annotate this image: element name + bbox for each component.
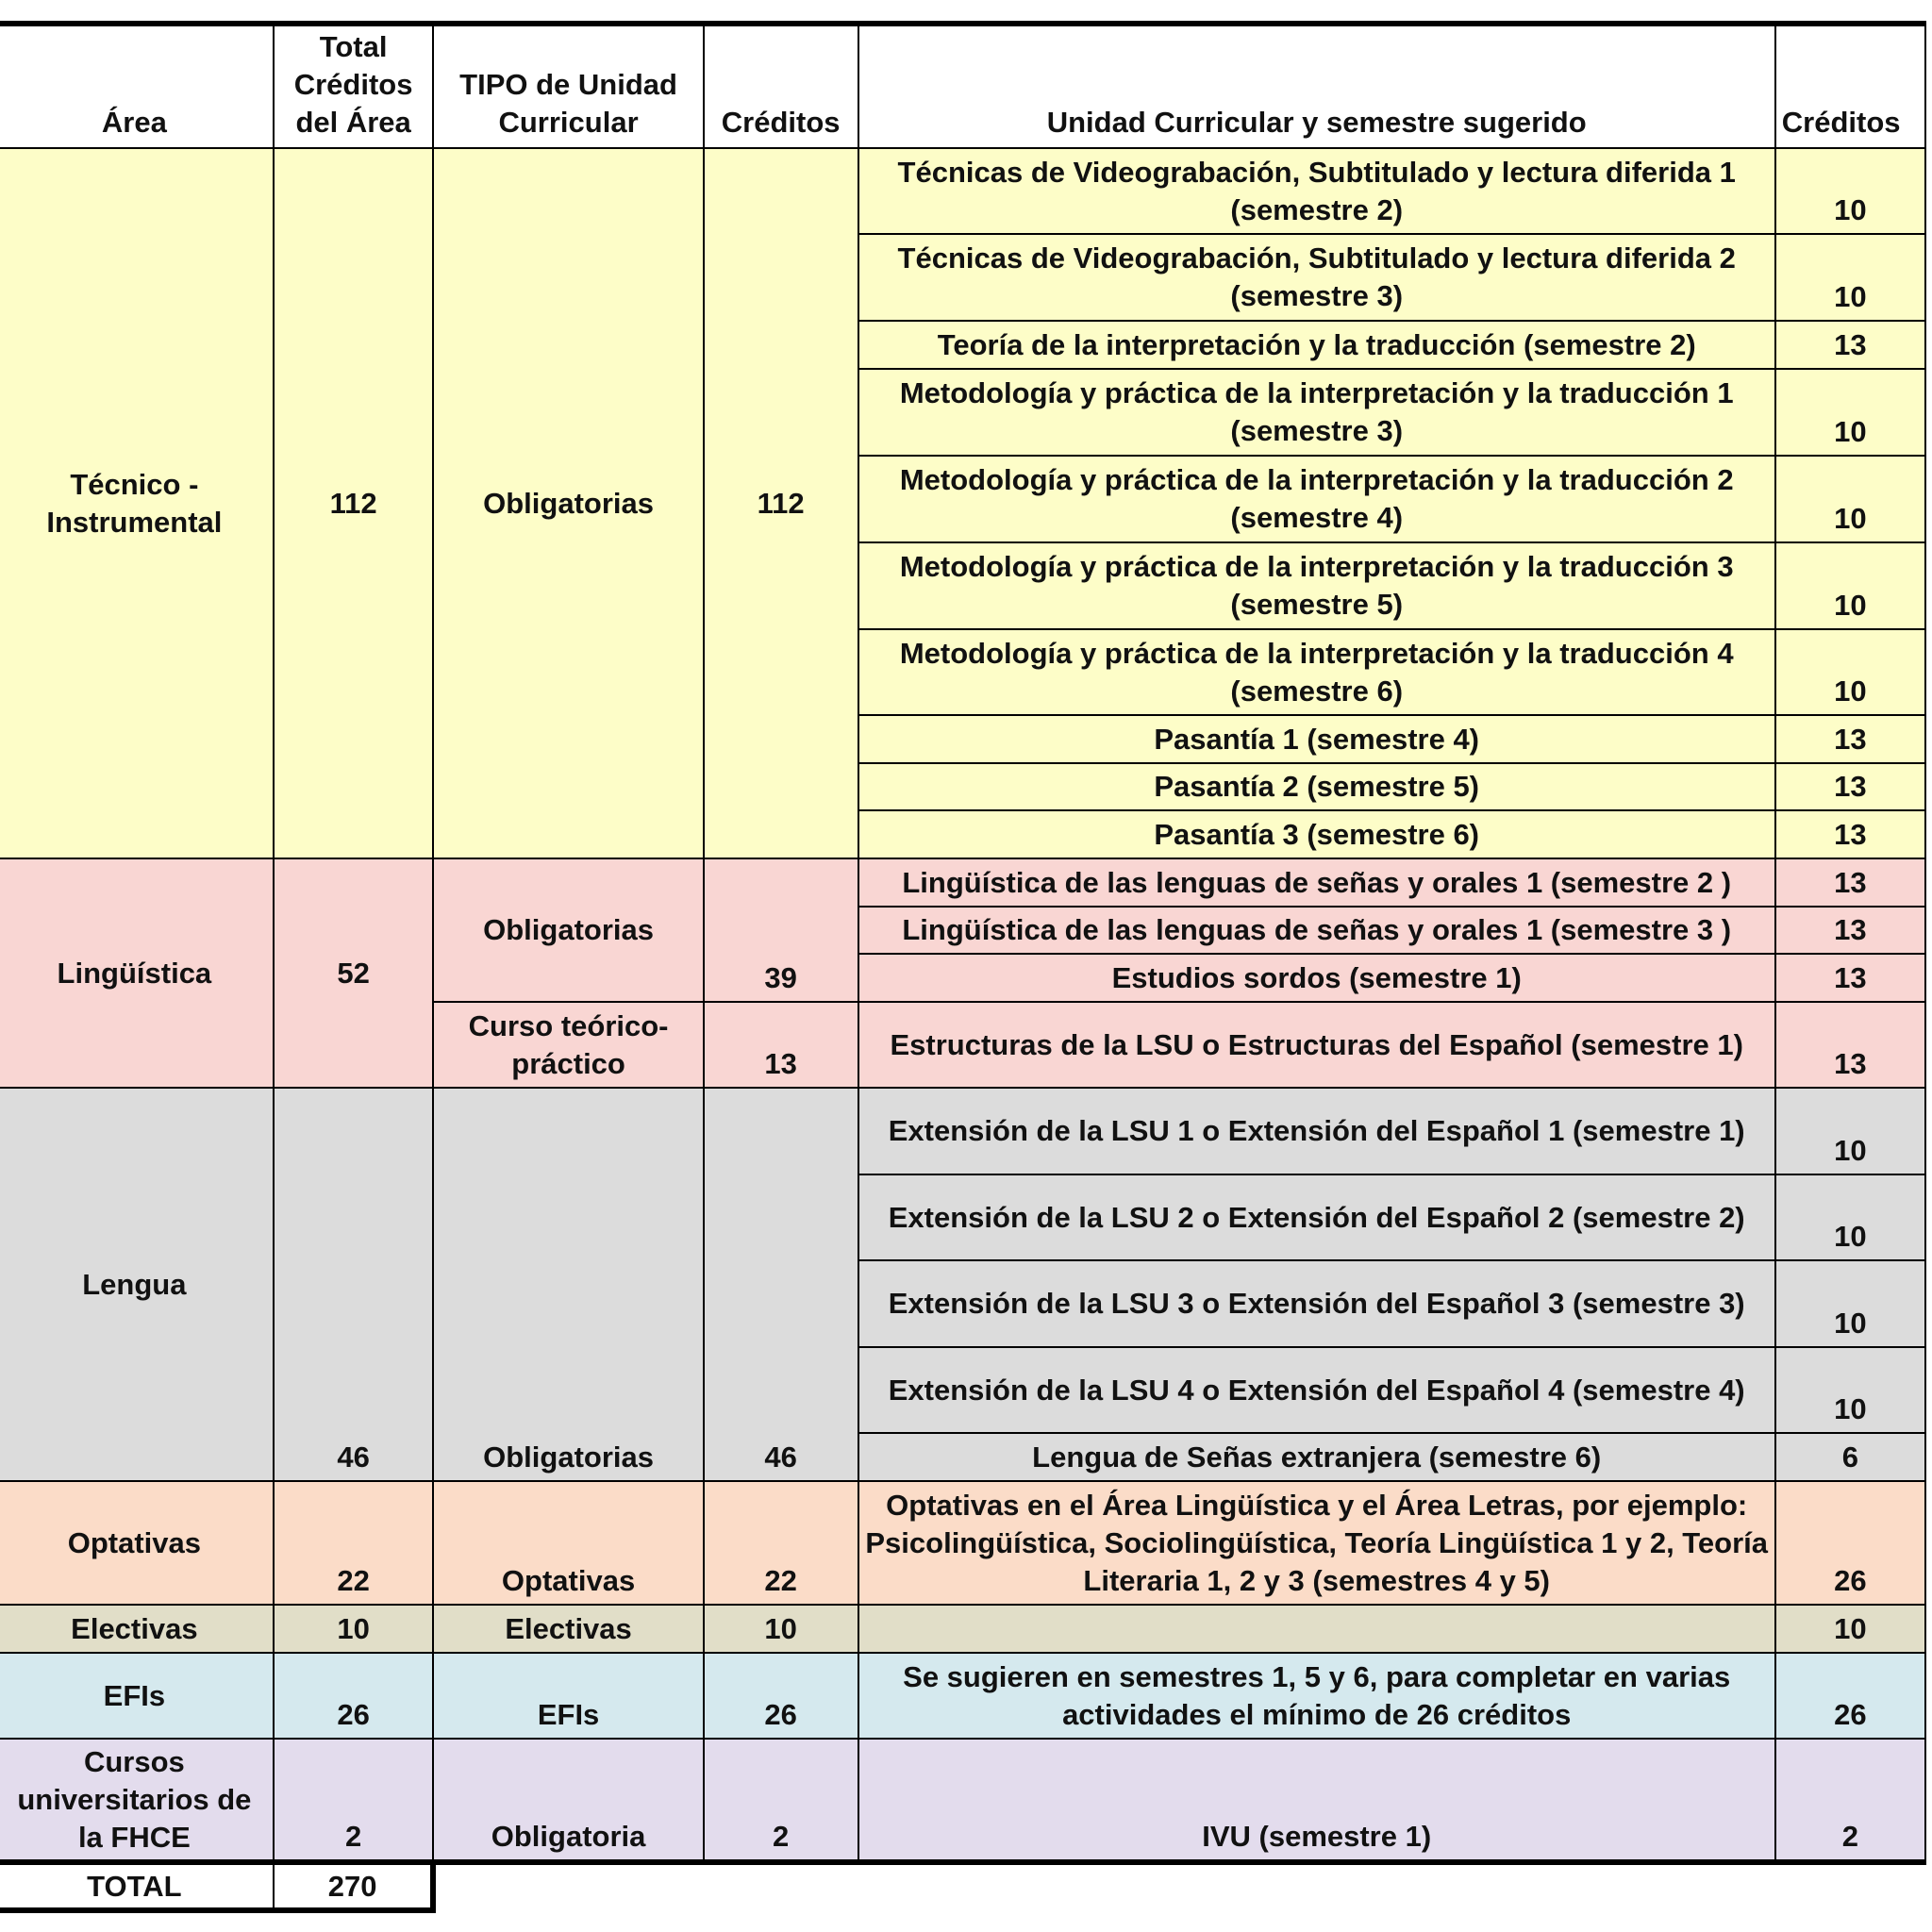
uc-tecnico-8: Pasantía 1 (semestre 4) bbox=[858, 715, 1775, 763]
total-value: 270 bbox=[274, 1862, 434, 1910]
header-unidad-curricular: Unidad Curricular y semestre sugerido bbox=[858, 24, 1775, 148]
creditos-efis: 26 bbox=[704, 1653, 858, 1739]
uc-lengua-3: Extensión de la LSU 3 o Extensión del Español 3 (semestre 3) bbox=[858, 1260, 1775, 1347]
cr-tecnico-5: 10 bbox=[1775, 456, 1925, 542]
cr-tecnico-4: 10 bbox=[1775, 369, 1925, 456]
total-linguistica: 52 bbox=[274, 858, 434, 1088]
cr-electivas: 10 bbox=[1775, 1605, 1925, 1653]
cr-lengua-4: 10 bbox=[1775, 1347, 1925, 1433]
cr-tecnico-2: 10 bbox=[1775, 234, 1925, 321]
uc-tecnico-7: Metodología y práctica de la interpretación y la traducción 4 (semestre 6) bbox=[858, 629, 1775, 715]
cr-lengua-2: 10 bbox=[1775, 1174, 1925, 1260]
tipo-electivas: Electivas bbox=[433, 1605, 703, 1653]
header-creditos-uc: Créditos bbox=[1775, 24, 1925, 148]
uc-cursos-fhce: IVU (semestre 1) bbox=[858, 1739, 1775, 1862]
uc-tecnico-2: Técnicas de Videograbación, Subtitulado y lectura diferida 2 (semestre 3) bbox=[858, 234, 1775, 321]
cr-optativas: 26 bbox=[1775, 1481, 1925, 1605]
uc-tecnico-4: Metodología y práctica de la interpretación y la traducción 1 (semestre 3) bbox=[858, 369, 1775, 456]
area-electivas: Electivas bbox=[0, 1605, 274, 1653]
uc-lengua-5: Lengua de Señas extranjera (semestre 6) bbox=[858, 1433, 1775, 1481]
creditos-cursos-fhce: 2 bbox=[704, 1739, 858, 1862]
cr-linguistica-1: 13 bbox=[1775, 858, 1925, 907]
total-electivas: 10 bbox=[274, 1605, 434, 1653]
blank-cell bbox=[433, 1862, 1925, 1910]
uc-tecnico-5: Metodología y práctica de la interpretación y la traducción 2 (semestre 4) bbox=[858, 456, 1775, 542]
uc-tecnico-10: Pasantía 3 (semestre 6) bbox=[858, 810, 1775, 858]
tipo-lengua: Obligatorias bbox=[433, 1088, 703, 1481]
uc-lengua-2: Extensión de la LSU 2 o Extensión del Español 2 (semestre 2) bbox=[858, 1174, 1775, 1260]
uc-tecnico-6: Metodología y práctica de la interpretación y la traducción 3 (semestre 5) bbox=[858, 542, 1775, 629]
area-lengua: Lengua bbox=[0, 1088, 274, 1481]
uc-efis: Se sugieren en semestres 1, 5 y 6, para completar en varias actividades el mínimo de 26 créditos bbox=[858, 1653, 1775, 1739]
cr-linguistica-4: 13 bbox=[1775, 1002, 1925, 1088]
tipo-linguistica-curso: Curso teórico-práctico bbox=[433, 1002, 703, 1088]
tipo-optativas: Optativas bbox=[433, 1481, 703, 1605]
uc-tecnico-1: Técnicas de Videograbación, Subtitulado y lectura diferida 1 (semestre 2) bbox=[858, 148, 1775, 234]
credits-table bbox=[0, 21, 1926, 1913]
total-optativas: 22 bbox=[274, 1481, 434, 1605]
header-total-creditos-area: Total Créditos del Área bbox=[274, 24, 434, 148]
cr-lengua-1: 10 bbox=[1775, 1088, 1925, 1174]
tipo-linguistica-obligatorias: Obligatorias bbox=[433, 858, 703, 1002]
creditos-linguistica-obligatorias: 39 bbox=[704, 858, 858, 1002]
total-tecnico: 112 bbox=[274, 148, 434, 858]
cr-tecnico-3: 13 bbox=[1775, 321, 1925, 369]
uc-electivas bbox=[858, 1605, 1775, 1653]
uc-linguistica-3: Estudios sordos (semestre 1) bbox=[858, 954, 1775, 1002]
area-cursos-fhce: Cursos universitarios de la FHCE bbox=[0, 1739, 274, 1862]
area-optativas: Optativas bbox=[0, 1481, 274, 1605]
cr-cursos-fhce: 2 bbox=[1775, 1739, 1925, 1862]
cr-lengua-5: 6 bbox=[1775, 1433, 1925, 1481]
cr-tecnico-6: 10 bbox=[1775, 542, 1925, 629]
uc-tecnico-3: Teoría de la interpretación y la traducción (semestre 2) bbox=[858, 321, 1775, 369]
tipo-cursos-fhce: Obligatoria bbox=[433, 1739, 703, 1862]
total-efis: 26 bbox=[274, 1653, 434, 1739]
area-efis: EFIs bbox=[0, 1653, 274, 1739]
uc-lengua-4: Extensión de la LSU 4 o Extensión del Español 4 (semestre 4) bbox=[858, 1347, 1775, 1433]
cr-tecnico-9: 13 bbox=[1775, 763, 1925, 810]
uc-tecnico-9: Pasantía 2 (semestre 5) bbox=[858, 763, 1775, 810]
uc-optativas: Optativas en el Área Lingüística y el Área Letras, por ejemplo: Psicolingüística, Sociolingüística, Teoría Lingüística 1 y 2, Teoría Literaria 1, 2 y 3 (semestres 4 y 5) bbox=[858, 1481, 1775, 1605]
tipo-efis: EFIs bbox=[433, 1653, 703, 1739]
cr-linguistica-2: 13 bbox=[1775, 907, 1925, 954]
uc-linguistica-4: Estructuras de la LSU o Estructuras del Español (semestre 1) bbox=[858, 1002, 1775, 1088]
creditos-linguistica-curso: 13 bbox=[704, 1002, 858, 1088]
cr-lengua-3: 10 bbox=[1775, 1260, 1925, 1347]
cr-tecnico-1: 10 bbox=[1775, 148, 1925, 234]
uc-linguistica-2: Lingüística de las lenguas de señas y orales 1 (semestre 3 ) bbox=[858, 907, 1775, 954]
cr-efis: 26 bbox=[1775, 1653, 1925, 1739]
header-creditos: Créditos bbox=[704, 24, 858, 148]
header-tipo-unidad: TIPO de Unidad Curricular bbox=[433, 24, 703, 148]
total-cursos-fhce: 2 bbox=[274, 1739, 434, 1862]
cr-tecnico-7: 10 bbox=[1775, 629, 1925, 715]
creditos-optativas: 22 bbox=[704, 1481, 858, 1605]
total-lengua: 46 bbox=[274, 1088, 434, 1481]
creditos-lengua: 46 bbox=[704, 1088, 858, 1481]
uc-linguistica-1: Lingüística de las lenguas de señas y orales 1 (semestre 2 ) bbox=[858, 858, 1775, 907]
cr-tecnico-10: 13 bbox=[1775, 810, 1925, 858]
total-label: TOTAL bbox=[0, 1862, 274, 1910]
creditos-tecnico: 112 bbox=[704, 148, 858, 858]
header-area: Área bbox=[0, 24, 274, 148]
uc-lengua-1: Extensión de la LSU 1 o Extensión del Español 1 (semestre 1) bbox=[858, 1088, 1775, 1174]
tipo-tecnico: Obligatorias bbox=[433, 148, 703, 858]
area-linguistica: Lingüística bbox=[0, 858, 274, 1088]
cr-tecnico-8: 13 bbox=[1775, 715, 1925, 763]
cr-linguistica-3: 13 bbox=[1775, 954, 1925, 1002]
creditos-electivas: 10 bbox=[704, 1605, 858, 1653]
area-tecnico: Técnico - Instrumental bbox=[0, 148, 274, 858]
